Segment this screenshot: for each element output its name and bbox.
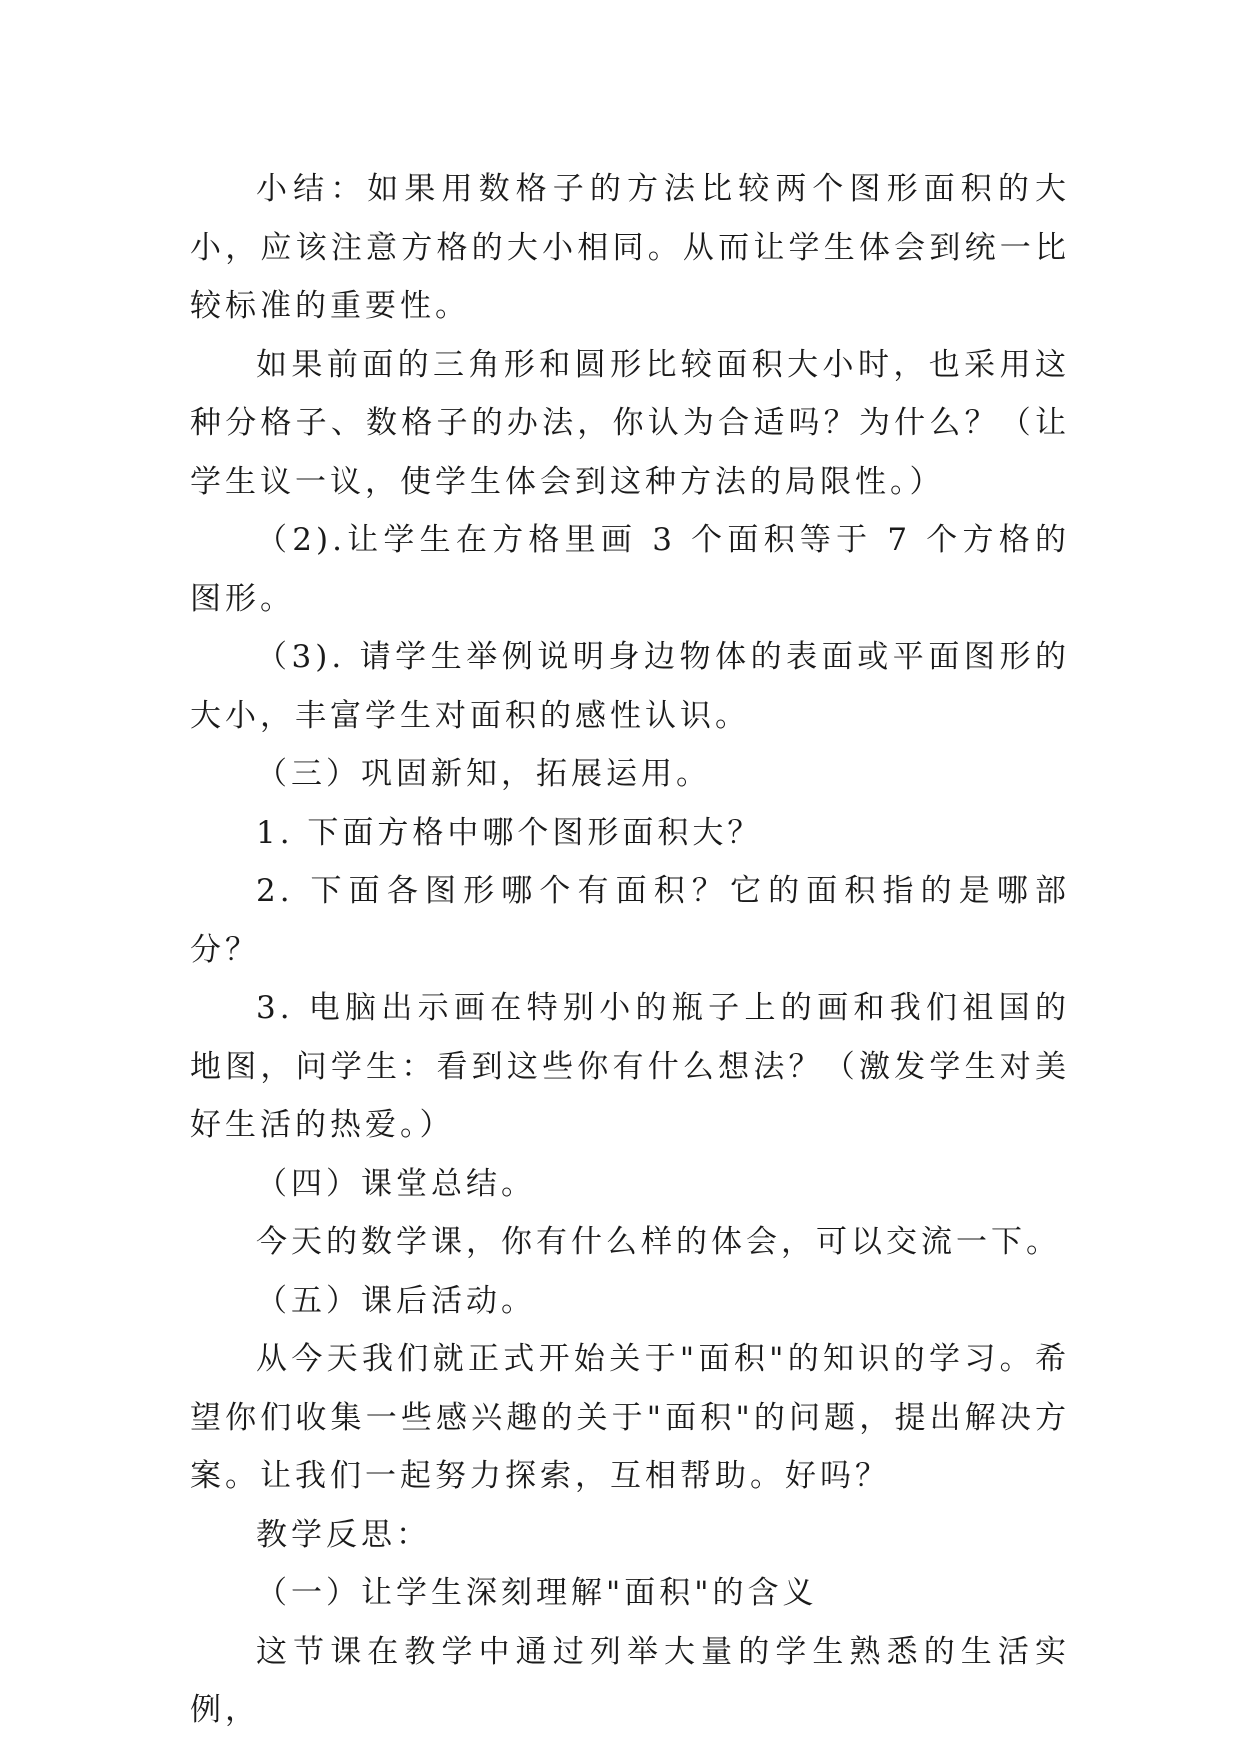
paragraph-summary: 小结：如果用数格子的方法比较两个图形面积的大小，应该注意方格的大小相同。从而让学生体会到统一比较标准的重要性。 <box>190 171 1070 324</box>
paragraph-step-2: （2).让学生在方格里画 3 个面积等于 7 个方格的图形。 <box>190 522 1070 617</box>
section-heading-5: （五）课后活动。 <box>256 1282 536 1319</box>
reflection-subheading-1: （一）让学生深刻理解"面积"的含义 <box>256 1575 818 1611</box>
paragraph-class-summary: 今天的数学课，你有什么样的体会，可以交流一下。 <box>256 1224 1061 1260</box>
exercise-3: 3. 电脑出示画在特别小的瓶子上的画和我们祖国的地图，问学生：看到这些你有什么想法？（激发学生对美好生活的热爱。） <box>190 990 1070 1143</box>
paragraph-activity: 从今天我们就正式开始关于"面积"的知识的学习。希望你们收集一些感兴趣的关于"面积"的问题，提出解决方案。让我们一起努力探索，互相帮助。好吗？ <box>190 1341 1070 1494</box>
paragraph-step-3: （3). 请学生举例说明身边物体的表面或平面图形的大小，丰富学生对面积的感性认识。 <box>190 639 1070 734</box>
exercise-2: 2. 下面各图形哪个有面积？它的面积指的是哪部分？ <box>190 873 1070 968</box>
reflection-paragraph: 这节课在教学中通过列举大量的学生熟悉的生活实例， <box>190 1633 1070 1728</box>
paragraph-question: 如果前面的三角形和圆形比较面积大小时，也采用这种分格子、数格子的办法，你认为合适吗？为什么？（让学生议一议，使学生体会到这种方法的局限性。） <box>190 346 1070 500</box>
exercise-1: 1. 下面方格中哪个图形面积大？ <box>256 814 763 851</box>
section-heading-4: （四）课堂总结。 <box>256 1165 536 1202</box>
reflection-heading: 教学反思： <box>256 1516 431 1553</box>
document-body <box>190 160 1070 1740</box>
section-heading-3: （三）巩固新知，拓展运用。 <box>256 756 711 792</box>
